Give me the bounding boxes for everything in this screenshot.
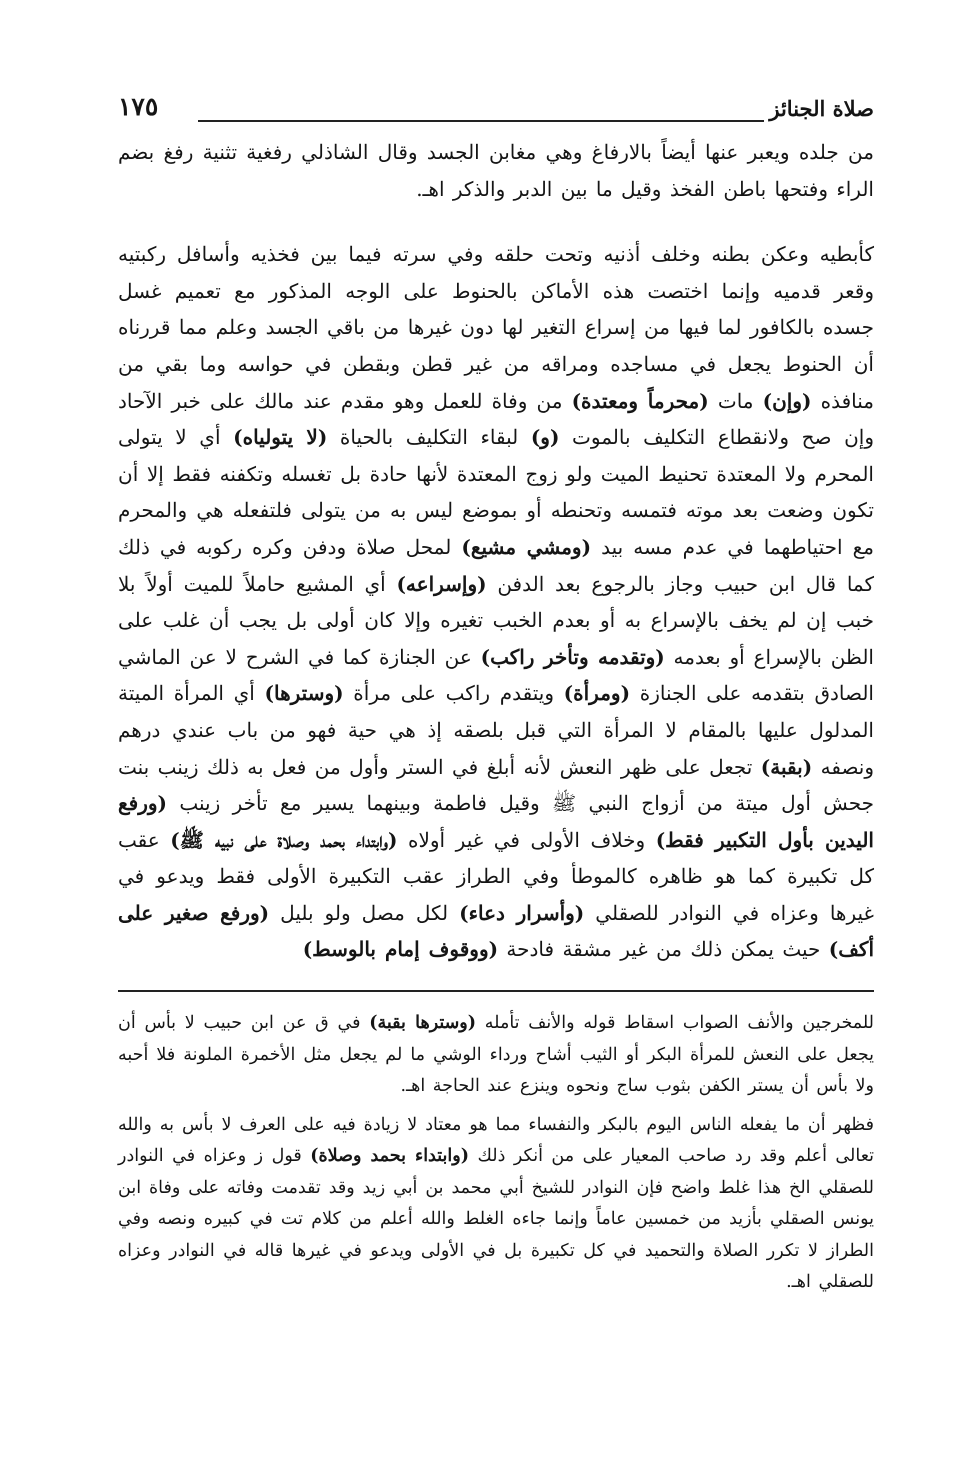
text-run: أي المشيع حاملاً للميت أولاً بلا خبب إن لم يخف بالإسراع به أو بعدم الخبب تغيره وإلا كان أولى بل يجب أن غلب على الظن بالإسراع أو بعدمه <box>118 571 874 669</box>
text-run: أي لا يتولى المحرم ولا المعتدة تحنيط الميت ولو زوج المعتدة لأنها حادة بل تغسله وتكفنه فقط إلا أن تكون وضعت بعد موته فتمسه وتحنطه أو بموضع ليس به من يتولى فلتفعله هي والمحرم مع احتياطهما في عدم مسه بيد <box>118 425 874 559</box>
running-header <box>118 88 874 134</box>
bold-matn-phrase: (وسترها) <box>264 681 344 706</box>
bold-matn-phrase: (وابتداء بحمد وصلاة على نبيه ﷺ) <box>170 827 398 852</box>
footnote-divider <box>118 990 874 992</box>
text-run: تجعل على ظهر النعش لأنه أبلغ في الستر وأول من فعل به ذلك زينب بنت جحش أول ميتة من أزواج النبي ﷺ وقيل فاطمة وبينهما يسير مع تأخر زينب <box>118 754 874 816</box>
bold-matn-phrase: (وابتداء بحمد وصلاة) <box>310 1146 469 1167</box>
text-run: ويتقدم راكب على مرأة <box>343 681 564 706</box>
bold-matn-phrase: (لا يتولياه) <box>233 425 328 450</box>
text-run: مات <box>708 388 763 413</box>
bold-matn-phrase: (وسترها بقبة) <box>369 1013 477 1034</box>
text-run: لكل مصل ولو بليل <box>269 900 460 925</box>
paragraph-1 <box>118 134 874 207</box>
bold-matn-phrase: (ومشي مشيع) <box>461 534 592 559</box>
bold-matn-phrase: (ووقوف إمام بالوسط) <box>302 937 499 962</box>
bold-matn-phrase: (ورفع صغير على أكف) <box>118 900 874 962</box>
header-rule <box>198 120 764 122</box>
chapter-title: صلاة الجنائز <box>769 96 874 121</box>
text-run: من جلده ويعبر عنها أيضاً بالارفاغ وهي مغابن الجسد وقال الشاذلي رفغية تثنية رفغ بضم الراء وفتحها باطن الفخذ وقيل ما بين الدبر والذكر اهـ. <box>118 140 874 201</box>
main-text <box>118 134 874 968</box>
bold-matn-phrase: (ورفع اليدين بأول التكبير فقط) <box>118 791 874 852</box>
bold-matn-phrase: (و) <box>530 425 560 450</box>
text-run: حيث يمكن ذلك من غير مشقة فادحة <box>498 937 829 962</box>
text-run: فظهر أن ما يفعله الناس اليوم بالبكر والنفساء مما هو معتاد لا زيادة فيه على العرف لا بأس به والله تعالى أعلم وقد رد صاحب المعيار على من أنكر ذلك <box>118 1114 875 1167</box>
paragraph-2 <box>118 236 874 968</box>
footnote-paragraph-2 <box>118 1110 874 1299</box>
text-run: من وفاة للعمل وهو مقدم عند مالك على خبر الآحاد وإن صح ولانقطاع التكليف بالموت <box>118 388 874 450</box>
text-run: أي المرأة الميتة المدلول عليها بالمقام لا المرأة التي قبل بلصقه إذ هي حية فهو من باب عندي درهم ونصفه <box>118 681 875 779</box>
footnote-paragraph-1 <box>118 1008 874 1103</box>
text-run: كأبطيه وعكن بطنه وخلف أذنيه وتحت حلقه وفي سرته فيما بين فخذيه وأسافل ركبتيه وقعر قدميه وإنما اختصت هذه الأماكن بالحنوط على الوجه المذكور مع تعميم غسل جسده بالكافور لما فيها من إسراع التغير لها دون غيرها من باقي الجسد وعلم مما قررناه أن الحنوط يجعل في مساجده ومراقه من غير قطن وبقطن في حواسه وما بقي من منافذه <box>118 242 874 413</box>
footnotes <box>118 1008 874 1299</box>
text-run: قول ز وعزاه في النوادر للصقلي الخ هذا غلط واضح فإن النوادر للشيخ أبي محمد بن أبي زيد وقد تقدمت وفاته على وفاة ابن يونس الصقلي بأزيد من خمسين عاماً وإنما جاءه الغلط والله أعلم من كلام تت في كبيره ونصه وفي الطراز لا تكرر الصلاة والتحميد في كل تكبيرة بل في الأولى ويدعو في غيرها قاله في النوادر وعزاه للصقلي اهـ. <box>118 1146 874 1293</box>
text-run: لبقاء التكليف بالحياة <box>327 425 531 450</box>
text-run: لمحل صلاة ودفن وكره ركوبه في ذلك كما قال ابن حبيب وجاز بالرجوع بعد الدفن <box>118 534 875 596</box>
text-run: في ق عن ابن حبيب لا بأس أن يجعل على النعش للمرأة البكر أو الثيب أشاح ورداء الوشي ما لم يجعل مثل الأخمرة الملونة فلا أحبه ولا بأس أن يستر الكفن بثوب ساج ونحوه وينزع عند الحاجة اهـ. <box>118 1013 874 1097</box>
bold-matn-phrase: (ومرأة) <box>563 681 631 706</box>
book-page <box>118 88 874 1299</box>
bold-matn-phrase: (وأسرار دعاء) <box>459 900 585 925</box>
bold-matn-phrase: (وإسراعه) <box>396 571 487 596</box>
page-number: ١٧٥ <box>118 92 159 121</box>
bold-matn-phrase: (بقبة) <box>760 754 813 779</box>
text-run: عن الجنازة كما في الشرح لا عن الماشي الصادق بتقدمه على الجنازة <box>118 644 874 706</box>
bold-matn-phrase: (وتقدمه وتأخر راكب) <box>480 644 665 669</box>
text-run: وخلاف الأولى في غير أولاه <box>397 827 656 852</box>
text-run: للمخرجين والأنف الصواب اسقاط قوله والأنف تأمله <box>476 1013 874 1034</box>
bold-matn-phrase: (محرماً ومعتدة) <box>571 388 709 413</box>
text-run: عقب كل تكبيرة كما هو ظاهره كالموطأ وفي الطراز عقب التكبيرة الأولى فقط ويدعو في غيرها وعزاه في النوادر للصقلي <box>118 827 874 925</box>
bold-matn-phrase: (وإن) <box>762 388 812 413</box>
